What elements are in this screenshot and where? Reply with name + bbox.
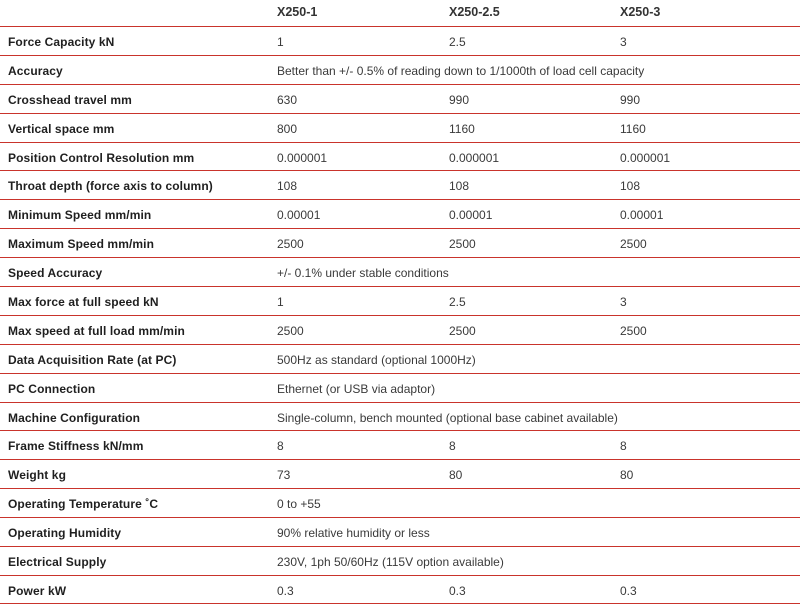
table-row <box>0 142 800 171</box>
table-row <box>0 344 800 373</box>
row-label: Electrical Supply <box>8 555 107 570</box>
row-value-col2: 108 <box>449 179 470 194</box>
column-header-x250-3: X250-3 <box>620 5 661 19</box>
row-value-col3: 2500 <box>620 237 647 252</box>
row-value-col1: 8 <box>277 439 284 454</box>
row-value-col1: 108 <box>277 179 298 194</box>
table-row <box>0 286 800 315</box>
row-span-value: Ethernet (or USB via adaptor) <box>277 381 436 396</box>
row-label: Position Control Resolution mm <box>8 150 195 165</box>
row-value-col1: 2500 <box>277 237 304 252</box>
row-span-value: +/- 0.1% under stable conditions <box>277 266 449 281</box>
row-value-col2: 990 <box>449 92 470 107</box>
row-value-col1: 73 <box>277 468 291 483</box>
row-value-col3: 80 <box>620 468 634 483</box>
row-label: Force Capacity kN <box>8 35 115 49</box>
row-value-col1: 0.000001 <box>277 150 328 165</box>
row-value-col3: 8 <box>620 439 627 454</box>
row-value-col2: 2500 <box>449 237 476 252</box>
row-label: Data Acquisition Rate (at PC) <box>8 352 177 367</box>
row-value-col2: 2.5 <box>449 35 466 49</box>
row-label: Max force at full speed kN <box>8 295 159 310</box>
row-label: Frame Stiffness kN/mm <box>8 439 144 454</box>
table-row <box>0 55 800 84</box>
row-span-value: 0 to +55 <box>277 497 321 512</box>
table-row <box>0 575 800 604</box>
row-value-col2: 1160 <box>449 121 475 136</box>
row-span-value: 90% relative humidity or less <box>277 526 430 541</box>
row-value-col3: 108 <box>620 179 641 194</box>
row-label: Operating Temperature ˚C <box>8 497 159 512</box>
table-row <box>0 170 800 199</box>
table-row <box>0 402 800 431</box>
table-row <box>0 257 800 286</box>
row-label: Maximum Speed mm/min <box>8 237 155 252</box>
row-span-value: 230V, 1ph 50/60Hz (115V option available) <box>277 555 504 570</box>
row-value-col3: 0.000001 <box>620 150 671 165</box>
row-value-col3: 3 <box>620 35 627 49</box>
row-value-col2: 8 <box>449 439 456 454</box>
table-row <box>0 373 800 402</box>
row-value-col1: 2500 <box>277 323 304 338</box>
row-value-col1: 1 <box>277 35 284 49</box>
row-value-col3: 0.3 <box>620 583 637 598</box>
row-value-col1: 800 <box>277 121 298 136</box>
row-value-col1: 1 <box>277 295 284 310</box>
row-value-col2: 0.000001 <box>449 150 500 165</box>
table-row <box>0 430 800 459</box>
table-row <box>0 84 800 113</box>
row-label: Operating Humidity <box>8 526 122 541</box>
table-row <box>0 546 800 575</box>
row-value-col3: 0.00001 <box>620 208 664 223</box>
row-value-col3: 2500 <box>620 323 647 338</box>
row-label: Max speed at full load mm/min <box>8 323 185 338</box>
table-row <box>0 113 800 142</box>
row-value-col3: 990 <box>620 92 641 107</box>
table-row <box>0 199 800 228</box>
row-span-value: Single-column, bench mounted (optional base cabinet available) <box>277 410 618 425</box>
row-value-col2: 80 <box>449 468 463 483</box>
row-label: Machine Configuration <box>8 410 141 425</box>
row-value-col1: 0.00001 <box>277 208 321 223</box>
row-value-col1: 630 <box>277 92 298 107</box>
column-header-x250-2-5: X250-2.5 <box>449 5 500 19</box>
row-value-col3: 1160 <box>620 121 646 136</box>
table-row <box>0 315 800 344</box>
row-label: Crosshead travel mm <box>8 92 132 107</box>
table-row <box>0 459 800 488</box>
row-label: Throat depth (force axis to column) <box>8 179 213 194</box>
table-row <box>0 228 800 257</box>
row-label: Power kW <box>8 583 67 598</box>
column-header-x250-1: X250-1 <box>277 5 318 19</box>
row-label: Vertical space mm <box>8 121 115 136</box>
table-row <box>0 26 800 55</box>
header-row <box>0 0 800 26</box>
row-label: Minimum Speed mm/min <box>8 208 152 223</box>
row-label: Weight kg <box>8 468 67 483</box>
row-value-col2: 2500 <box>449 323 476 338</box>
row-value-col2: 2.5 <box>449 295 466 310</box>
row-span-value: Better than +/- 0.5% of reading down to 1/1000th of load cell capacity <box>277 63 645 78</box>
row-value-col2: 0.00001 <box>449 208 493 223</box>
table-body <box>0 26 800 604</box>
row-value-col3: 3 <box>620 295 627 310</box>
row-label: Speed Accuracy <box>8 266 103 281</box>
table-row <box>0 488 800 517</box>
row-label: Accuracy <box>8 63 63 78</box>
row-value-col2: 0.3 <box>449 583 466 598</box>
table-row <box>0 517 800 546</box>
row-span-value: 500Hz as standard (optional 1000Hz) <box>277 352 476 367</box>
row-label: PC Connection <box>8 381 96 396</box>
row-value-col1: 0.3 <box>277 583 294 598</box>
